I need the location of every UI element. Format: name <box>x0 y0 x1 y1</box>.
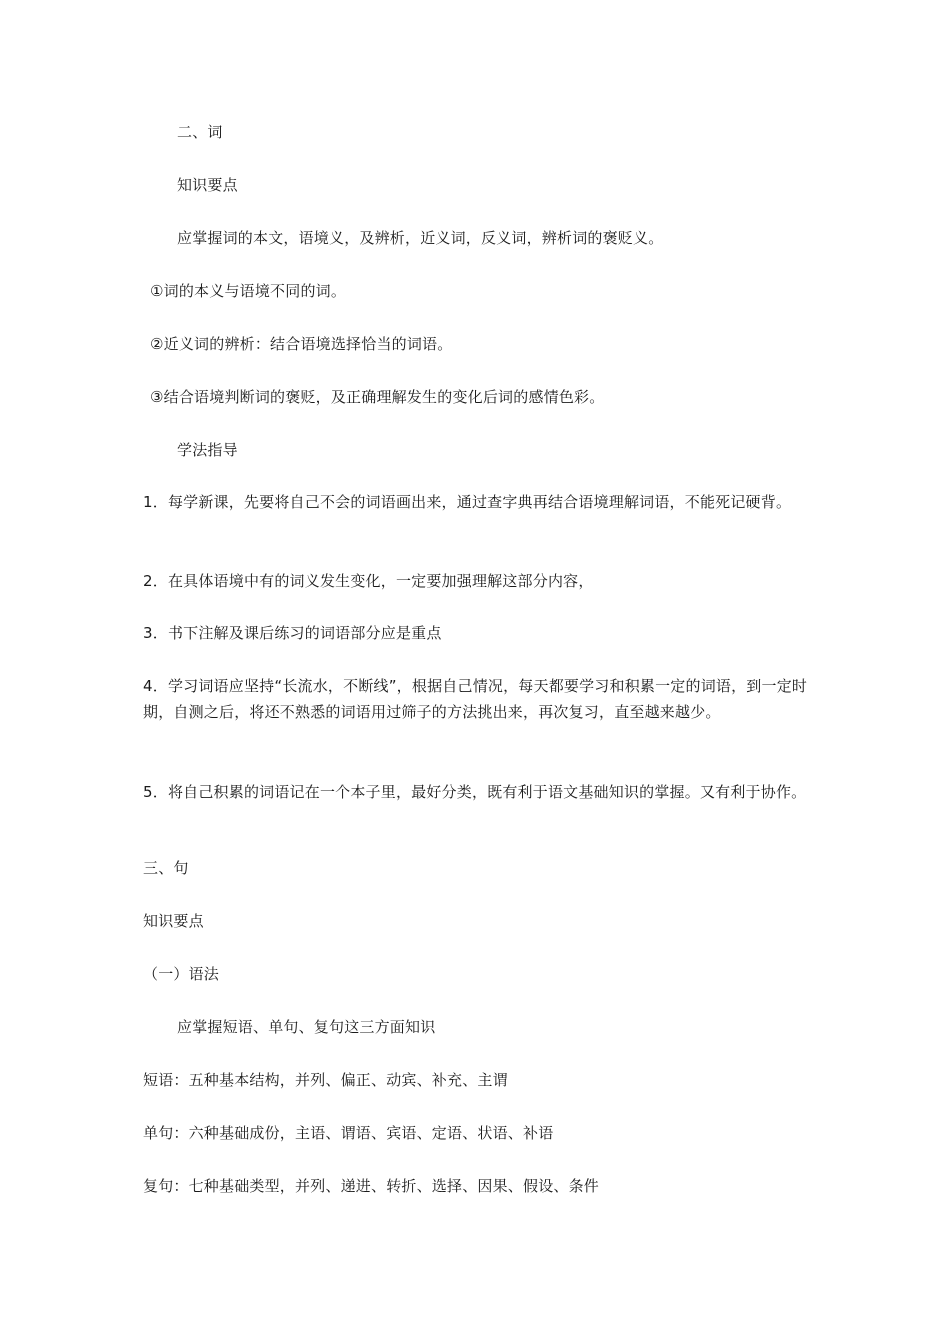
grammar-item: 复句：七种基础类型，并列、递进、转折、选择、因果、假设、条件 <box>143 1177 600 1195</box>
knowledge-points-title: 知识要点 <box>143 912 204 930</box>
method-guide-title: 学法指导 <box>177 441 238 459</box>
method-item: 3．书下注解及课后练习的词语部分应是重点 <box>143 624 442 642</box>
point-item: ①词的本义与语境不同的词。 <box>150 282 347 300</box>
method-item: 5．将自己积累的词语记在一个本子里，最好分类，既有利于语文基础知识的掌握。又有利于协作。 <box>143 783 807 801</box>
point-item: ②近义词的辨析：结合语境选择恰当的词语。 <box>150 335 453 353</box>
words-intro-text: 应掌握词的本文，语境义，及辨析，近义词，反义词，辨析词的褒贬义。 <box>177 229 664 247</box>
grammar-item: 短语：五种基本结构，并列、偏正、动宾、补充、主谓 <box>143 1071 508 1089</box>
section-heading-words: 二、词 <box>177 123 223 141</box>
grammar-intro-text: 应掌握短语、单句、复句这三方面知识 <box>177 1018 436 1036</box>
section-heading-sentences: 三、句 <box>143 859 189 877</box>
method-item: 4．学习词语应坚持“长流水，不断线”，根据自己情况，每天都要学习和积累一定的词语，到一定时期，自测之后，将还不熟悉的词语用过筛子的方法挑出来，再次复习，直至越来越少。 <box>143 677 808 721</box>
point-item: ③结合语境判断词的褒贬，及正确理解发生的变化后词的感情色彩。 <box>150 388 605 406</box>
grammar-item: 单句：六种基础成份，主语、谓语、宾语、定语、状语、补语 <box>143 1124 554 1142</box>
grammar-subheading: （一）语法 <box>143 965 220 983</box>
method-item: 1．每学新课，先要将自己不会的词语画出来，通过查字典再结合语境理解词语，不能死记硬背。 <box>143 493 792 511</box>
method-item: 2．在具体语境中有的词义发生变化，一定要加强理解这部分内容， <box>143 572 594 590</box>
knowledge-points-title: 知识要点 <box>177 176 238 194</box>
